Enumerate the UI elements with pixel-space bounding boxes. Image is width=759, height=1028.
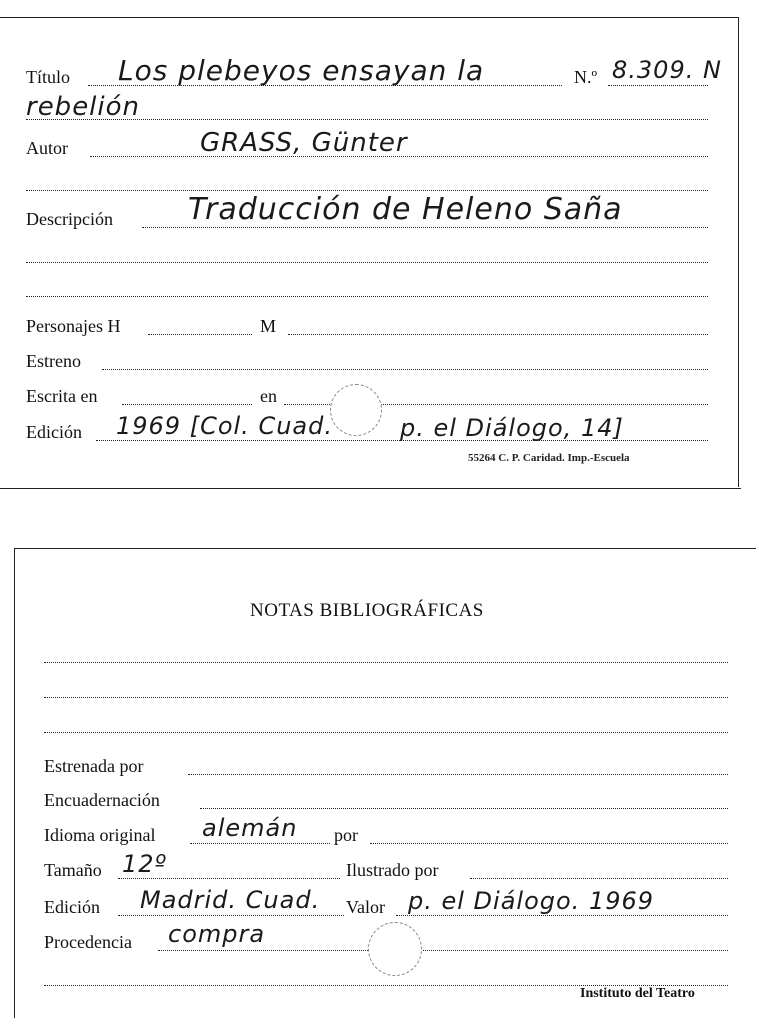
personajes-m-label: M [260,316,277,336]
encuadernacion-line [200,808,728,809]
edicion-value: 1969 [Col. Cuad. [116,412,333,440]
procedencia-value: compra [168,920,266,948]
numero-value: 8.309. N [612,56,722,84]
card2-border-left [14,548,15,1018]
escrita-line [122,404,252,405]
notas-heading: NOTAS BIBLIOGRÁFICAS [250,600,484,621]
personajes-m-line [288,334,708,335]
idioma-label: Idioma original [44,825,156,845]
escrita-en-label: en [260,386,277,406]
valor-label: Valor [346,897,385,917]
escrita-label: Escrita en [26,386,98,406]
notas-line-3 [44,732,728,733]
titulo-value: Los plebeyos ensayan la [118,54,485,87]
institution-footer: Instituto del Teatro [580,986,695,1001]
ilustrado-line [470,878,728,879]
edicion-label: Edición [26,422,82,442]
estrenada-label: Estrenada por [44,756,144,776]
card1-border-bottom [0,488,741,489]
procedencia-line [158,950,728,951]
edicion-value-2: p. el Diálogo, 14] [400,414,624,442]
titulo-value-2: rebelión [26,92,141,122]
numero-label: N.º [574,67,598,87]
estreno-line [102,369,708,370]
blank-line-3 [26,296,708,297]
personajes-h-line [148,334,252,335]
edicion2-line [118,915,344,916]
tamano-label: Tamaño [44,860,102,880]
notas-line-1 [44,662,728,663]
personajes-label: Personajes H [26,316,121,336]
valor-line [396,915,728,916]
punch-hole-mark-2 [368,922,422,976]
notas-line-2 [44,697,728,698]
blank-line-2 [26,262,708,263]
descripcion-label: Descripción [26,209,113,229]
card1-border-right [738,17,739,487]
valor-value: p. el Diálogo. 1969 [408,887,655,915]
estreno-label: Estreno [26,351,81,371]
numero-line [608,85,708,86]
punch-hole-mark [330,384,382,436]
descripcion-line [142,227,708,228]
titulo-label: Título [26,67,70,87]
card2-border-top [14,548,756,549]
blank-line-1 [26,190,708,191]
idioma-value: alemán [202,814,298,842]
encuadernacion-label: Encuadernación [44,790,160,810]
idioma-line [190,843,330,844]
printer-imprint: 55264 C. P. Caridad. Imp.-Escuela [468,452,630,464]
descripcion-value: Traducción de Heleno Saña [188,192,623,227]
idioma-por-label: por [334,825,358,845]
autor-value: GRASS, Günter [200,128,408,158]
ilustrado-label: Ilustrado por [346,860,439,880]
autor-label: Autor [26,138,68,158]
estrenada-line [188,774,728,775]
card1-border-top [0,17,739,18]
tamano-line [118,878,340,879]
edicion2-value: Madrid. Cuad. [140,886,321,914]
tamano-value: 12º [122,850,167,878]
edicion2-label: Edición [44,897,100,917]
idioma-por-line [370,843,728,844]
procedencia-label: Procedencia [44,932,132,952]
